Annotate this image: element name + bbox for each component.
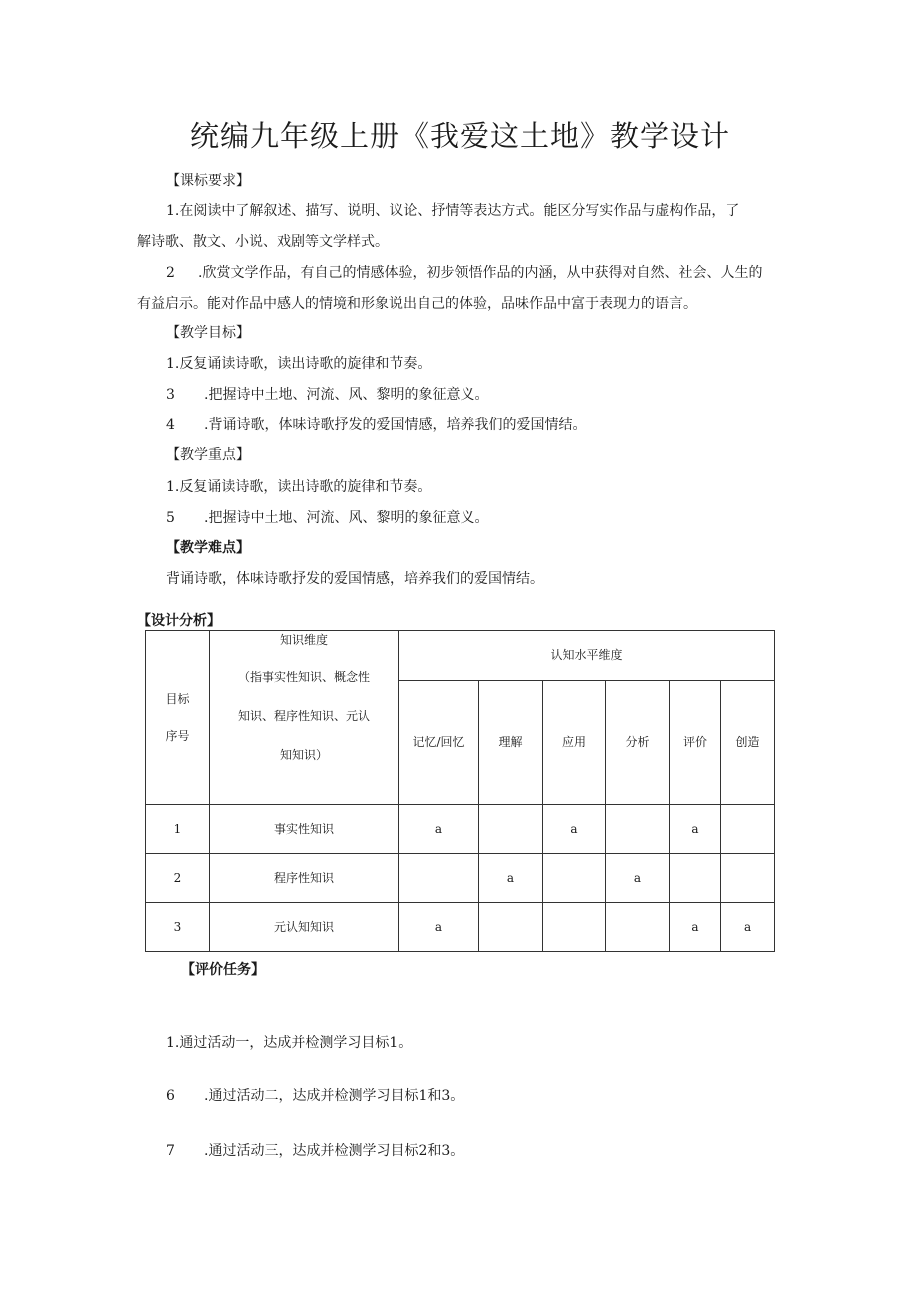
objectives-item-3 bbox=[166, 414, 586, 434]
curriculum-item-2-line-1 bbox=[166, 262, 762, 282]
page-title: 统编九年级上册《我爱这土地》教学设计 bbox=[189, 119, 730, 153]
target-number-header-line-2: 序号 bbox=[165, 728, 190, 743]
analysis-table bbox=[145, 630, 775, 952]
row-cell bbox=[721, 854, 775, 903]
row-number: 3 bbox=[146, 903, 210, 952]
row-cell: a bbox=[670, 805, 721, 854]
row-cell bbox=[670, 854, 721, 903]
table-row bbox=[146, 854, 775, 903]
objectives-heading: 【教学目标】 bbox=[166, 325, 250, 341]
evaluation-item-3-number: 7 bbox=[166, 1143, 175, 1159]
knowledge-dimension-sub-1: （指事实性知识、概念性 bbox=[237, 670, 370, 685]
knowledge-dimension-sub-3: 知知识） bbox=[279, 748, 328, 763]
level-analyze: 分析 bbox=[606, 681, 670, 805]
row-cell bbox=[543, 854, 606, 903]
curriculum-item-2-number: 2 bbox=[166, 265, 175, 281]
key-points-heading: 【教学重点】 bbox=[166, 447, 250, 463]
table-row bbox=[146, 805, 775, 854]
key-points-item-1: 1.反复诵读诗歌，读出诗歌的旋律和节奏。 bbox=[166, 479, 432, 495]
row-cell: a bbox=[543, 805, 606, 854]
row-cell: a bbox=[399, 805, 479, 854]
evaluation-item-2-number: 6 bbox=[166, 1088, 175, 1104]
objectives-item-2 bbox=[166, 384, 488, 404]
row-number: 2 bbox=[146, 854, 210, 903]
knowledge-dimension-title: 知识维度 bbox=[279, 633, 328, 647]
evaluation-heading: 【评价任务】 bbox=[181, 962, 265, 978]
row-cell bbox=[479, 903, 543, 952]
row-number: 1 bbox=[146, 805, 210, 854]
knowledge-dimension-header bbox=[210, 631, 399, 805]
objectives-item-2-number: 3 bbox=[166, 387, 175, 403]
curriculum-item-2-text: .欣赏文学作品，有自己的情感体验，初步领悟作品的内涵，从中获得对自然、社会、人生的 bbox=[198, 265, 763, 281]
level-remember: 记忆/回忆 bbox=[399, 681, 479, 805]
objectives-item-3-text: .背诵诗歌，体味诗歌抒发的爱国情感，培养我们的爱国情结。 bbox=[204, 417, 587, 433]
row-cell: a bbox=[721, 903, 775, 952]
row-cell bbox=[479, 805, 543, 854]
key-points-item-2-text: .把握诗中土地、河流、风、黎明的象征意义。 bbox=[204, 510, 489, 526]
difficulties-text: 背诵诗歌，体味诗歌抒发的爱国情感，培养我们的爱国情结。 bbox=[166, 571, 544, 587]
row-cell: a bbox=[606, 854, 670, 903]
row-cell bbox=[606, 805, 670, 854]
difficulties-heading: 【教学难点】 bbox=[166, 540, 250, 556]
knowledge-dimension-sub-2: 知识、程序性知识、元认 bbox=[237, 709, 370, 724]
analysis-heading: 【设计分析】 bbox=[137, 613, 221, 629]
cognitive-dimension-header: 认知水平维度 bbox=[399, 631, 775, 681]
row-cell: a bbox=[670, 903, 721, 952]
row-cell bbox=[606, 903, 670, 952]
objectives-item-2-text: .把握诗中土地、河流、风、黎明的象征意义。 bbox=[204, 387, 489, 403]
level-apply: 应用 bbox=[543, 681, 606, 805]
curriculum-item-1-line-1: 1.在阅读中了解叙述、描写、说明、议论、抒情等表达方式。能区分写实作品与虚构作品，了 bbox=[166, 203, 740, 219]
evaluation-item-2 bbox=[166, 1085, 464, 1105]
level-create: 创造 bbox=[721, 681, 775, 805]
row-knowledge-type: 事实性知识 bbox=[210, 805, 399, 854]
objectives-item-1: 1.反复诵读诗歌，读出诗歌的旋律和节奏。 bbox=[166, 356, 432, 372]
curriculum-item-1-line-2: 解诗歌、散文、小说、戏剧等文学样式。 bbox=[137, 234, 389, 250]
evaluation-item-1: 1.通过活动一，达成并检测学习目标1。 bbox=[166, 1035, 413, 1051]
key-points-item-2 bbox=[166, 507, 488, 527]
curriculum-item-2-line-2: 有益启示。能对作品中感人的情境和形象说出自己的体验，品味作品中富于表现力的语言。 bbox=[137, 296, 697, 312]
key-points-item-2-number: 5 bbox=[166, 510, 175, 526]
row-cell: a bbox=[479, 854, 543, 903]
level-evaluate: 评价 bbox=[670, 681, 721, 805]
target-number-header-line-1: 目标 bbox=[165, 692, 190, 707]
level-understand: 理解 bbox=[479, 681, 543, 805]
objectives-item-3-number: 4 bbox=[166, 417, 175, 433]
evaluation-item-3 bbox=[166, 1140, 464, 1160]
row-cell bbox=[399, 854, 479, 903]
table-row bbox=[146, 903, 775, 952]
curriculum-heading: 【课标要求】 bbox=[166, 173, 250, 189]
evaluation-item-3-text: .通过活动三，达成并检测学习目标2和3。 bbox=[204, 1143, 465, 1159]
row-cell bbox=[721, 805, 775, 854]
row-cell: a bbox=[399, 903, 479, 952]
row-knowledge-type: 程序性知识 bbox=[210, 854, 399, 903]
row-knowledge-type: 元认知知识 bbox=[210, 903, 399, 952]
evaluation-item-2-text: .通过活动二，达成并检测学习目标1和3。 bbox=[204, 1088, 465, 1104]
row-cell bbox=[543, 903, 606, 952]
target-number-header bbox=[146, 631, 210, 805]
